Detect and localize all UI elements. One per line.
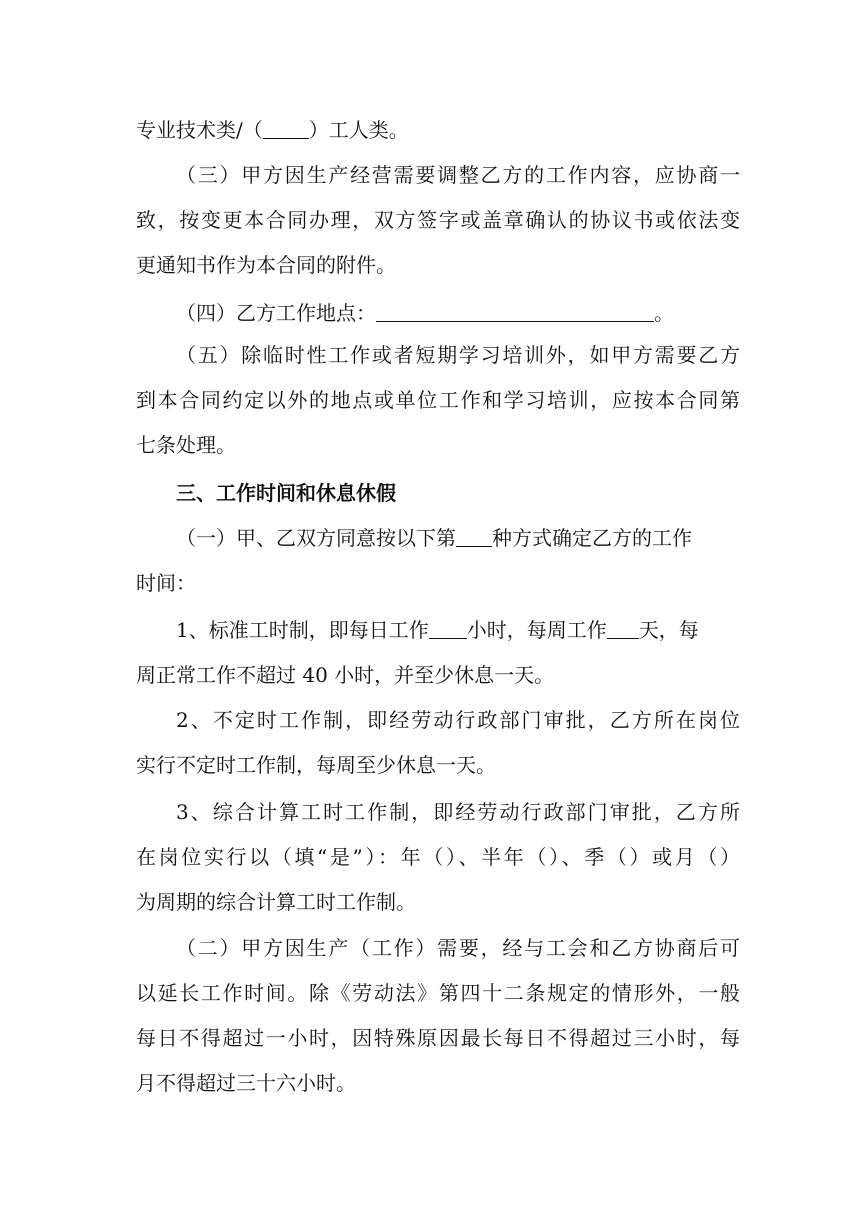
text-fragment: 1、标准工时制，即每日工作 bbox=[176, 618, 429, 642]
text-fragment: （四）乙方工作地点： bbox=[176, 301, 376, 325]
paragraph-line: 3、综合计算工时工作制，即经劳动行政部门审批，乙方所 bbox=[176, 800, 740, 824]
fill-in-blank bbox=[456, 526, 492, 547]
text-line bbox=[176, 615, 740, 645]
text-line bbox=[176, 298, 740, 328]
paragraph-line: 周正常工作不超过 40 小时，并至少休息一天。 bbox=[136, 663, 555, 687]
paragraph-line: 月不得超过三十六小时。 bbox=[136, 1071, 356, 1095]
paragraph-line: 七条处理。 bbox=[136, 433, 236, 457]
text-fragment: 。 bbox=[654, 301, 674, 325]
paragraph-line: 实行不定时工作制，每周至少休息一天。 bbox=[136, 753, 496, 777]
fill-in-blank bbox=[263, 118, 309, 139]
text-fragment: 小时，每周工作 bbox=[466, 618, 607, 642]
text-fragment: ）工人类。 bbox=[308, 118, 409, 142]
paragraph-line: 更通知书作为本合同的附件。 bbox=[136, 253, 396, 277]
text-line bbox=[136, 115, 740, 145]
section-heading: 三、工作时间和休息休假 bbox=[176, 481, 396, 505]
paragraph-line: 以延长工作时间。除《劳动法》第四十二条规定的情形外，一般 bbox=[136, 981, 740, 1005]
text-fragment: （一）甲、乙双方同意按以下第 bbox=[176, 526, 456, 550]
work-location-blank bbox=[376, 301, 654, 322]
paragraph-line: 为周期的综合计算工时工作制。 bbox=[136, 890, 416, 914]
paragraph-line: 时间： bbox=[136, 571, 196, 595]
paragraph-line: （三）甲方因生产经营需要调整乙方的工作内容，应协商一 bbox=[176, 163, 740, 187]
weekly-days-blank bbox=[607, 618, 639, 639]
paragraph-line: （五）除临时性工作或者短期学习培训外，如甲方需要乙方 bbox=[176, 343, 740, 367]
paragraph-line: 到本合同约定以外的地点或单位工作和学习培训，应按本合同第 bbox=[136, 388, 740, 412]
text-line bbox=[176, 523, 740, 553]
paragraph-line: 致，按变更本合同办理，双方签字或盖章确认的协议书或依法变 bbox=[136, 208, 740, 232]
text-fragment: 专业技术类/（ bbox=[136, 118, 263, 142]
text-fragment: 天，每 bbox=[638, 618, 699, 642]
daily-hours-blank bbox=[429, 618, 467, 639]
paragraph-line: 每日不得超过一小时，因特殊原因最长每日不得超过三小时，每 bbox=[136, 1026, 740, 1050]
paragraph-line: 在岗位实行以（填“是”）：年（）、半年（）、季（）或月（） bbox=[136, 845, 740, 869]
text-fragment: 种方式确定乙方的工作 bbox=[492, 526, 692, 550]
paragraph-line: （二）甲方因生产（工作）需要，经与工会和乙方协商后可 bbox=[176, 936, 740, 960]
paragraph-line: 2、不定时工作制，即经劳动行政部门审批，乙方所在岗位 bbox=[176, 708, 740, 732]
